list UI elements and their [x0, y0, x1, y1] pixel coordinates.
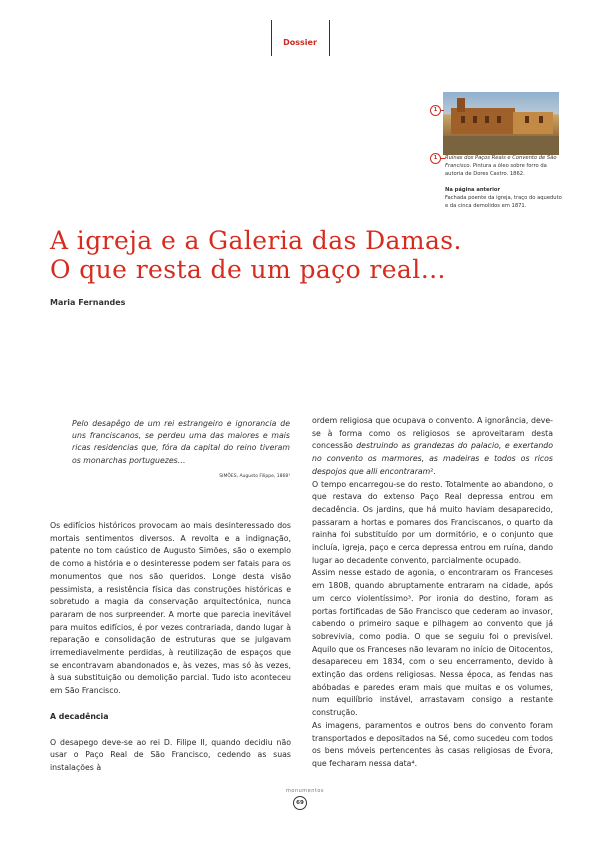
- paragraph: As imagens, paramentos e outros bens do convento foram transportados e depositados na Sé, como sucedeu com todos os bens móveis pertencentes às casas religiosas de Évora, que fecharam nessa data⁴.: [312, 720, 553, 768]
- figure-caption-title: Ruínas dos Paços Reais e Convento de São Francisco.: [445, 155, 557, 169]
- paragraph: Assim nesse estado de agonia, o encontraram os Franceses em 1808, quando abruptamente entraram na cidade, após um cerco violentíssimo³. Por ironia do destino, foram as portas fortificadas de São Francisco que cederam ao invasor, cabendo o primeiro saque e pilhagem ao convento que já sobrevivia, como podia. O que se seguiu foi o previsível. Aquilo que os Franceses não levaram no início de Oitocentos, desapareceu em 1834, com o seu encerramento, devido à extinção das ordens religiosas. Nessa época, as fendas nas abóbadas e paredes eram mais que muitas e os volumes, num equilíbrio instável, arrastavam consigo a restante construção.: [312, 568, 553, 718]
- figure-caption: [445, 154, 565, 178]
- article-title-line2: O que resta de um paço real…: [50, 255, 447, 284]
- paragraph: [312, 415, 553, 479]
- epigraph-source: SIMÕES, Augusto Filippe, 1868¹: [219, 474, 290, 479]
- paragraph: O tempo encarregou-se do resto. Totalmente ao abandono, o que restava do extenso Paço Real depressa entrou em decadência. Os jardins, que há muito haviam desaparecido, passaram a hortas e pomares dos Franciscanos, o quarto da rainha foi substituído por um dormitório, e o conjunto que incluía, igreja, paço e cerca depressa entrou em ruína, dando lugar ao decadente convento, parcialmente ocupado.: [312, 479, 553, 565]
- previous-page-caption-heading: Na página anterior: [445, 187, 501, 193]
- epigraph: Pelo desapêgo de um rei estrangeiro e ignorancia de uns franciscanos, se perdeu uma das maiores e mais ricas residencias que, fóra da capital do reino tiveram os monarchas portuguezes…: [72, 419, 290, 465]
- footnote-ref: ².: [430, 466, 436, 476]
- figure-marker: 1: [430, 105, 441, 116]
- subhead: A decadência: [50, 711, 109, 721]
- previous-page-caption: [445, 186, 565, 210]
- section-label: Dossier: [283, 38, 317, 47]
- previous-page-caption-text: Fachada poente da igreja, traço do aqueduto e da cinca demolidos em 1871.: [445, 195, 562, 209]
- header-rule-right: [329, 20, 330, 56]
- paragraph: O desapego deve-se ao rei D. Filipe II, quando decidiu não usar o Paço Real de São Francisco, cedendo as suas instalações à: [50, 737, 291, 772]
- figure-marker-line: [441, 110, 444, 111]
- body-column-right: [312, 415, 553, 771]
- painting-image: [443, 92, 559, 155]
- article-title: [50, 226, 570, 284]
- author: Maria Fernandes: [50, 298, 126, 307]
- page-number: 69: [293, 796, 307, 810]
- caption-marker: 1: [430, 153, 441, 164]
- figure-caption-text: Pintura a óleo sobre forro da autoria de Dores Castro. 1862.: [445, 163, 547, 177]
- footer-magazine-name: monumentos: [286, 788, 325, 794]
- quoted-text: destruindo as grandezas do palacio, e exertando no convento os marmores, as madeiras e todos os ricos despojos que alli encontraram: [312, 441, 554, 476]
- paragraph: Os edifícios históricos provocam ao mais desinteressado dos mortais sentimentos diversos. A revolta e a indignação, patente no tom caústico de Augusto Simões, são o exemplo de como a história e o desinteresse podem ser fatais para os monumentos que nos são queridos. Longe desta visão pessimista, a resistência física das construções históricas e sobretudo a magia da conservação arquitectónica, nunca pararam de nos surpreender. A morte que parecia inevitável para muitos edifícios, é por vezes contrariada, dando lugar à reparação e consolidação de estruturas que se julgavam irremediavelmente perdidas, à reutilização de espaços que se encontravam abandonados e, às vezes, mas só às vezes, à sua substituição ou demolição parcial. Tudo isto aconteceu em São Francisco.: [50, 521, 291, 696]
- paragraph-text: ordem religiosa que ocupava o convento. A ignorância, deve-se à forma como os religiosos se aproveitaram desta concessão: [312, 416, 553, 451]
- article-title-line1: A igreja e a Galeria das Damas.: [50, 226, 462, 255]
- body-column-left: [50, 520, 291, 775]
